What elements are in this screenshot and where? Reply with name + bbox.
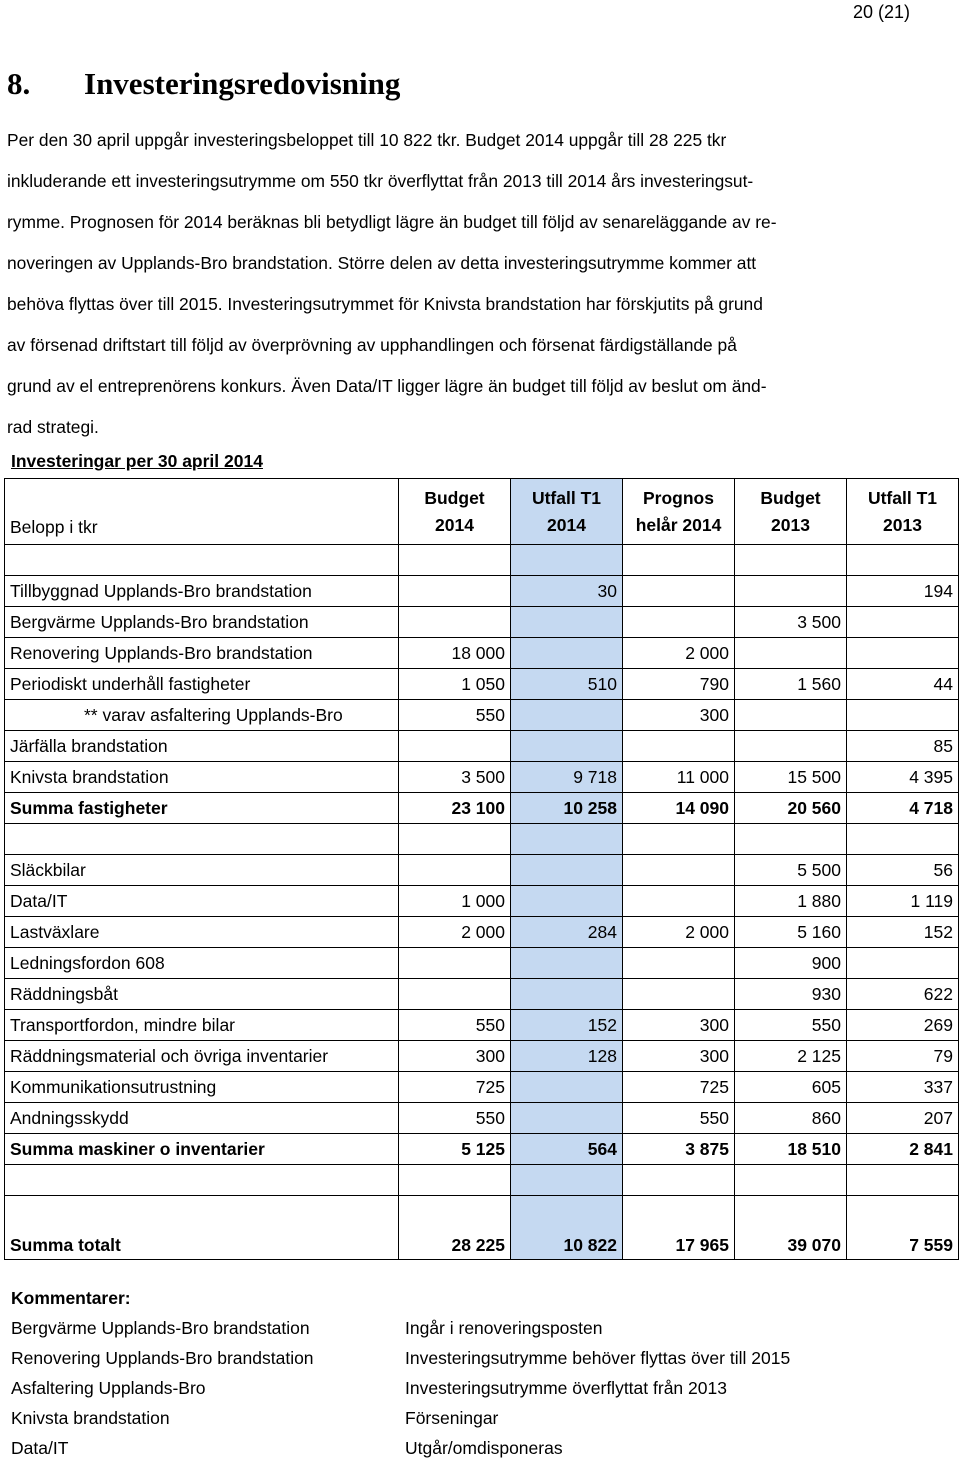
value-cell: 3 500 (399, 762, 511, 793)
row-label: Bergvärme Upplands-Bro brandstation (5, 607, 399, 638)
intro-line: noveringen av Upplands-Bro brandstation. Större delen av detta investeringsutrymme kommer att (7, 253, 757, 273)
value-cell: 510 (511, 669, 623, 700)
value-cell: 152 (511, 1010, 623, 1041)
value-cell: 207 (847, 1103, 959, 1134)
comment-key: Bergvärme Upplands-Bro brandstation (11, 1318, 310, 1338)
comment-row (11, 1403, 790, 1433)
value-cell (511, 855, 623, 886)
column-header: Prognos helår 2014 (623, 479, 735, 545)
section-title: Investeringsredovisning (84, 66, 401, 101)
value-cell: 2 000 (623, 638, 735, 669)
intro-line: Per den 30 april uppgår investeringsbeloppet till 10 822 tkr. Budget 2014 uppgår till 28 225 tkr (7, 130, 727, 150)
comment-key: Knivsta brandstation (11, 1408, 170, 1428)
value-cell: 300 (623, 700, 735, 731)
investment-table (4, 478, 959, 1260)
table-row (5, 731, 959, 762)
row-label: Ledningsfordon 608 (5, 948, 399, 979)
value-cell: 2 841 (847, 1134, 959, 1165)
value-cell: 790 (623, 669, 735, 700)
table-cell (399, 545, 511, 576)
value-cell: 17 965 (623, 1196, 735, 1260)
value-cell (399, 731, 511, 762)
value-cell (399, 855, 511, 886)
row-label: ** varav asfaltering Upplands-Bro (5, 700, 399, 731)
value-cell (735, 576, 847, 607)
table-row (5, 607, 959, 638)
row-label: Data/IT (5, 886, 399, 917)
row-label: Kommunikationsutrustning (5, 1072, 399, 1103)
table-cell (399, 824, 511, 855)
value-cell (623, 855, 735, 886)
row-label: Knivsta brandstation (5, 762, 399, 793)
value-cell (399, 607, 511, 638)
value-cell: 300 (623, 1010, 735, 1041)
value-cell (511, 1072, 623, 1103)
value-cell: 3 875 (623, 1134, 735, 1165)
value-cell: 18 000 (399, 638, 511, 669)
intro-line: rymme. Prognosen för 2014 beräknas bli betydligt lägre än budget till följd av senareläggande av re- (7, 212, 777, 232)
section-heading (7, 66, 400, 102)
row-label: Summa totalt (5, 1196, 399, 1260)
value-cell: 28 225 (399, 1196, 511, 1260)
value-cell (847, 607, 959, 638)
value-cell: 622 (847, 979, 959, 1010)
value-cell: 4 718 (847, 793, 959, 824)
table-total-row (5, 1196, 959, 1260)
value-cell: 1 119 (847, 886, 959, 917)
table-cell (399, 1165, 511, 1196)
value-cell: 2 125 (735, 1041, 847, 1072)
value-cell: 605 (735, 1072, 847, 1103)
comment-row (11, 1313, 790, 1343)
value-cell (735, 700, 847, 731)
row-label: Lastväxlare (5, 917, 399, 948)
table-cell (735, 824, 847, 855)
table-cell (511, 824, 623, 855)
intro-paragraph (7, 120, 927, 448)
value-cell (511, 731, 623, 762)
value-cell: 79 (847, 1041, 959, 1072)
comments-section (11, 1283, 790, 1463)
value-cell: 2 000 (623, 917, 735, 948)
table-sum-row (5, 793, 959, 824)
value-cell (623, 731, 735, 762)
value-cell: 550 (399, 1103, 511, 1134)
table-cell (511, 545, 623, 576)
value-cell: 194 (847, 576, 959, 607)
value-cell (511, 979, 623, 1010)
value-cell (735, 731, 847, 762)
value-cell: 56 (847, 855, 959, 886)
table-cell (623, 1165, 735, 1196)
table-row (5, 1010, 959, 1041)
value-cell (623, 979, 735, 1010)
table-row (5, 855, 959, 886)
table-blank-row (5, 824, 959, 855)
value-cell: 85 (847, 731, 959, 762)
value-cell: 20 560 (735, 793, 847, 824)
comment-text: Ingår i renoveringsposten (405, 1318, 603, 1338)
value-cell: 550 (399, 700, 511, 731)
column-header: Utfall T1 2014 (511, 479, 623, 545)
value-cell: 725 (399, 1072, 511, 1103)
table-row (5, 669, 959, 700)
table-row (5, 700, 959, 731)
comments-title: Kommentarer: (11, 1288, 131, 1308)
column-header: Utfall T1 2013 (847, 479, 959, 545)
value-cell (847, 700, 959, 731)
value-cell: 1 560 (735, 669, 847, 700)
table-row (5, 948, 959, 979)
value-cell (623, 948, 735, 979)
table-cell (623, 824, 735, 855)
value-cell: 23 100 (399, 793, 511, 824)
row-label: Räddningsmaterial och övriga inventarier (5, 1041, 399, 1072)
value-cell: 1 050 (399, 669, 511, 700)
value-cell: 284 (511, 917, 623, 948)
value-cell: 300 (623, 1041, 735, 1072)
intro-line: av försenad driftstart till följd av överprövning av upphandlingen och försenat färdigställande på (7, 335, 737, 355)
value-cell: 860 (735, 1103, 847, 1134)
comment-text: Utgår/omdisponeras (405, 1438, 563, 1458)
row-label: Släckbilar (5, 855, 399, 886)
column-header-label: Belopp i tkr (5, 479, 399, 545)
value-cell (623, 576, 735, 607)
table-cell (735, 1165, 847, 1196)
value-cell: 550 (623, 1103, 735, 1134)
value-cell: 14 090 (623, 793, 735, 824)
value-cell (511, 886, 623, 917)
value-cell (399, 576, 511, 607)
table-title: Investeringar per 30 april 2014 (11, 451, 263, 471)
value-cell: 9 718 (511, 762, 623, 793)
table-row (5, 762, 959, 793)
value-cell (399, 979, 511, 1010)
value-cell: 5 160 (735, 917, 847, 948)
table-cell (623, 545, 735, 576)
table-row (5, 1103, 959, 1134)
column-header: Budget 2013 (735, 479, 847, 545)
comment-text: Investeringsutrymme överflyttat från 2013 (405, 1378, 727, 1398)
table-cell (5, 824, 399, 855)
row-label: Räddningsbåt (5, 979, 399, 1010)
intro-line: inkluderande ett investeringsutrymme om 550 tkr överflyttat från 2013 till 2014 års investeringsut- (7, 171, 754, 191)
row-label: Tillbyggnad Upplands-Bro brandstation (5, 576, 399, 607)
comment-key: Data/IT (11, 1438, 69, 1458)
value-cell: 11 000 (623, 762, 735, 793)
value-cell (847, 948, 959, 979)
value-cell: 930 (735, 979, 847, 1010)
table-cell (847, 824, 959, 855)
table-cell (5, 1165, 399, 1196)
table-cell (847, 545, 959, 576)
table-row (5, 917, 959, 948)
comment-key: Renovering Upplands-Bro brandstation (11, 1348, 314, 1368)
value-cell (511, 700, 623, 731)
value-cell: 39 070 (735, 1196, 847, 1260)
comment-row (11, 1343, 790, 1373)
value-cell (623, 886, 735, 917)
value-cell: 18 510 (735, 1134, 847, 1165)
value-cell (623, 607, 735, 638)
table-sum-row (5, 1134, 959, 1165)
value-cell: 900 (735, 948, 847, 979)
page-number: 20 (21) (852, 2, 910, 22)
comment-row (11, 1373, 790, 1403)
comment-key: Asfaltering Upplands-Bro (11, 1378, 206, 1398)
table-cell (511, 1165, 623, 1196)
comment-text: Förseningar (405, 1408, 499, 1428)
value-cell: 1 880 (735, 886, 847, 917)
table-row (5, 886, 959, 917)
table-row (5, 1072, 959, 1103)
table-cell (735, 545, 847, 576)
row-label: Summa fastigheter (5, 793, 399, 824)
value-cell: 550 (735, 1010, 847, 1041)
section-number: 8. (7, 66, 31, 101)
value-cell (511, 607, 623, 638)
value-cell: 152 (847, 917, 959, 948)
value-cell: 1 000 (399, 886, 511, 917)
table-row (5, 576, 959, 607)
row-label: Summa maskiner o inventarier (5, 1134, 399, 1165)
column-header: Budget 2014 (399, 479, 511, 545)
table-blank-row (5, 1165, 959, 1196)
value-cell: 4 395 (847, 762, 959, 793)
intro-line: behöva flyttas över till 2015. Investeringsutrymmet för Knivsta brandstation har förskjutits på grund (7, 294, 763, 314)
comment-text: Investeringsutrymme behöver flyttas över till 2015 (405, 1348, 791, 1368)
row-label: Renovering Upplands-Bro brandstation (5, 638, 399, 669)
value-cell: 44 (847, 669, 959, 700)
value-cell: 300 (399, 1041, 511, 1072)
value-cell: 3 500 (735, 607, 847, 638)
table-cell (5, 545, 399, 576)
table-cell (847, 1165, 959, 1196)
row-label: Transportfordon, mindre bilar (5, 1010, 399, 1041)
value-cell: 2 000 (399, 917, 511, 948)
value-cell: 7 559 (847, 1196, 959, 1260)
value-cell: 15 500 (735, 762, 847, 793)
table-blank-row (5, 545, 959, 576)
value-cell (511, 638, 623, 669)
value-cell: 269 (847, 1010, 959, 1041)
table-header-row (5, 479, 959, 545)
value-cell (735, 638, 847, 669)
value-cell: 128 (511, 1041, 623, 1072)
table-row (5, 979, 959, 1010)
value-cell: 5 125 (399, 1134, 511, 1165)
value-cell: 564 (511, 1134, 623, 1165)
intro-line: rad strategi. (7, 417, 99, 437)
value-cell (511, 1103, 623, 1134)
intro-line: grund av el entreprenörens konkurs. Även Data/IT ligger lägre än budget till följd av beslut om änd- (7, 376, 767, 396)
table-row (5, 1041, 959, 1072)
value-cell (511, 948, 623, 979)
row-label: Järfälla brandstation (5, 731, 399, 762)
value-cell: 550 (399, 1010, 511, 1041)
table-row (5, 638, 959, 669)
value-cell (847, 638, 959, 669)
value-cell: 10 822 (511, 1196, 623, 1260)
value-cell: 337 (847, 1072, 959, 1103)
value-cell (399, 948, 511, 979)
value-cell: 5 500 (735, 855, 847, 886)
value-cell: 30 (511, 576, 623, 607)
value-cell: 10 258 (511, 793, 623, 824)
value-cell: 725 (623, 1072, 735, 1103)
row-label: Andningsskydd (5, 1103, 399, 1134)
row-label: Periodiskt underhåll fastigheter (5, 669, 399, 700)
